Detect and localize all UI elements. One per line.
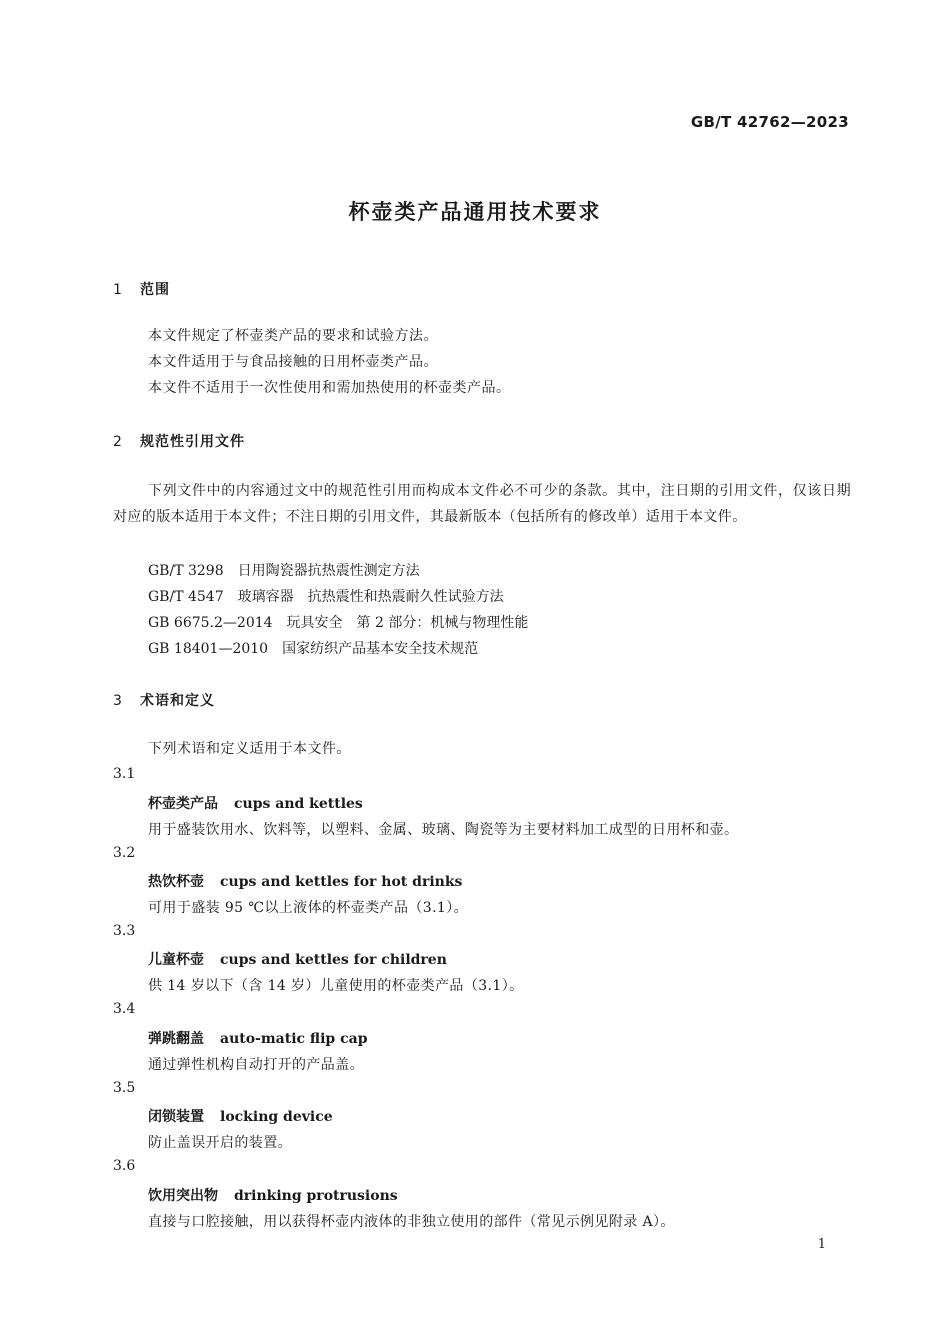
terms-intro: 下列术语和定义适用于本文件。: [148, 741, 351, 757]
section-number: 2: [113, 434, 123, 450]
reference-title: 玻璃容器 抗热震性和热震耐久性试验方法: [237, 589, 504, 605]
reference-item: [148, 560, 420, 580]
scope-paragraph-2: 本文件适用于与食品接触的日用杯壶类产品。: [148, 354, 438, 370]
term-name: [148, 1106, 333, 1126]
term-number: 3.2: [113, 845, 136, 861]
reference-item: [148, 612, 528, 632]
term-name: [148, 871, 462, 891]
reference-item: [148, 586, 504, 606]
normative-intro: 下列文件中的内容通过文中的规范性引用而构成本文件必不可少的条款。其中，注日期的引用文件，仅该日期对应的版本适用于本文件；不注日期的引用文件，其最新版本（包括所有的修改单）适用于本文件。: [113, 483, 851, 525]
section-title: 术语和定义: [140, 693, 215, 709]
term-name: [148, 1185, 398, 1205]
scope-paragraph-3: 本文件不适用于一次性使用和需加热使用的杯壶类产品。: [148, 380, 511, 396]
reference-title: 日用陶瓷器抗热震性测定方法: [237, 563, 420, 579]
reference-code: GB 18401—2010: [148, 641, 269, 657]
term-name-zh: 闭锁装置: [148, 1109, 204, 1125]
term-definition: 直接与口腔接触，用以获得杯壶内液体的非独立使用的部件（常见示例见附录 A）。: [148, 1214, 675, 1230]
section-title: 规范性引用文件: [140, 434, 245, 450]
term-number: 3.3: [113, 923, 136, 939]
term-name-en: drinking protrusions: [234, 1188, 398, 1204]
term-name: [148, 949, 447, 969]
term-name-zh: 儿童杯壶: [148, 952, 204, 968]
section-title: 范围: [140, 282, 170, 298]
term-name-en: auto-matic flip cap: [220, 1031, 368, 1047]
term-name-en: cups and kettles: [234, 796, 363, 812]
section-2-heading: [113, 431, 245, 451]
term-definition: 供 14 岁以下（含 14 岁）儿童使用的杯壶类产品（3.1）。: [148, 978, 524, 994]
term-number: 3.4: [113, 1001, 136, 1017]
term-definition: 用于盛装饮用水、饮料等，以塑料、金属、玻璃、陶瓷等为主要材料加工成型的日用杯和壶。: [148, 822, 739, 838]
document-title: 杯壶类产品通用技术要求: [348, 200, 602, 224]
term-definition: 通过弹性机构自动打开的产品盖。: [148, 1057, 364, 1073]
term-name-zh: 热饮杯壶: [148, 874, 204, 890]
section-number: 3: [113, 693, 123, 709]
standard-code: GB/T 42762—2023: [690, 113, 849, 131]
section-1-heading: [113, 279, 170, 299]
term-definition: 防止盖误开启的装置。: [148, 1135, 292, 1151]
term-name-en: locking device: [220, 1109, 333, 1125]
reference-title: 玩具安全 第 2 部分：机械与物理性能: [286, 615, 529, 631]
term-name-zh: 杯壶类产品: [148, 796, 218, 812]
term-name: [148, 1028, 367, 1048]
reference-item: [148, 638, 478, 658]
section-number: 1: [113, 282, 123, 298]
scope-paragraph-1: 本文件规定了杯壶类产品的要求和试验方法。: [148, 328, 438, 344]
term-number: 3.5: [113, 1080, 136, 1096]
reference-title: 国家纺织产品基本安全技术规范: [282, 641, 479, 657]
term-number: 3.6: [113, 1158, 136, 1174]
term-name-zh: 弹跳翻盖: [148, 1031, 204, 1047]
reference-code: GB/T 4547: [148, 589, 224, 605]
term-name-en: cups and kettles for hot drinks: [220, 874, 463, 890]
reference-code: GB 6675.2—2014: [148, 615, 273, 631]
page-number: 1: [817, 1237, 826, 1252]
reference-code: GB/T 3298: [148, 563, 224, 579]
term-name: [148, 793, 363, 813]
section-3-heading: [113, 690, 215, 710]
term-name-zh: 饮用突出物: [148, 1188, 218, 1204]
term-name-en: cups and kettles for children: [220, 952, 447, 968]
term-number: 3.1: [113, 766, 136, 782]
term-definition: 可用于盛装 95 ℃以上液体的杯壶类产品（3.1）。: [148, 900, 469, 916]
